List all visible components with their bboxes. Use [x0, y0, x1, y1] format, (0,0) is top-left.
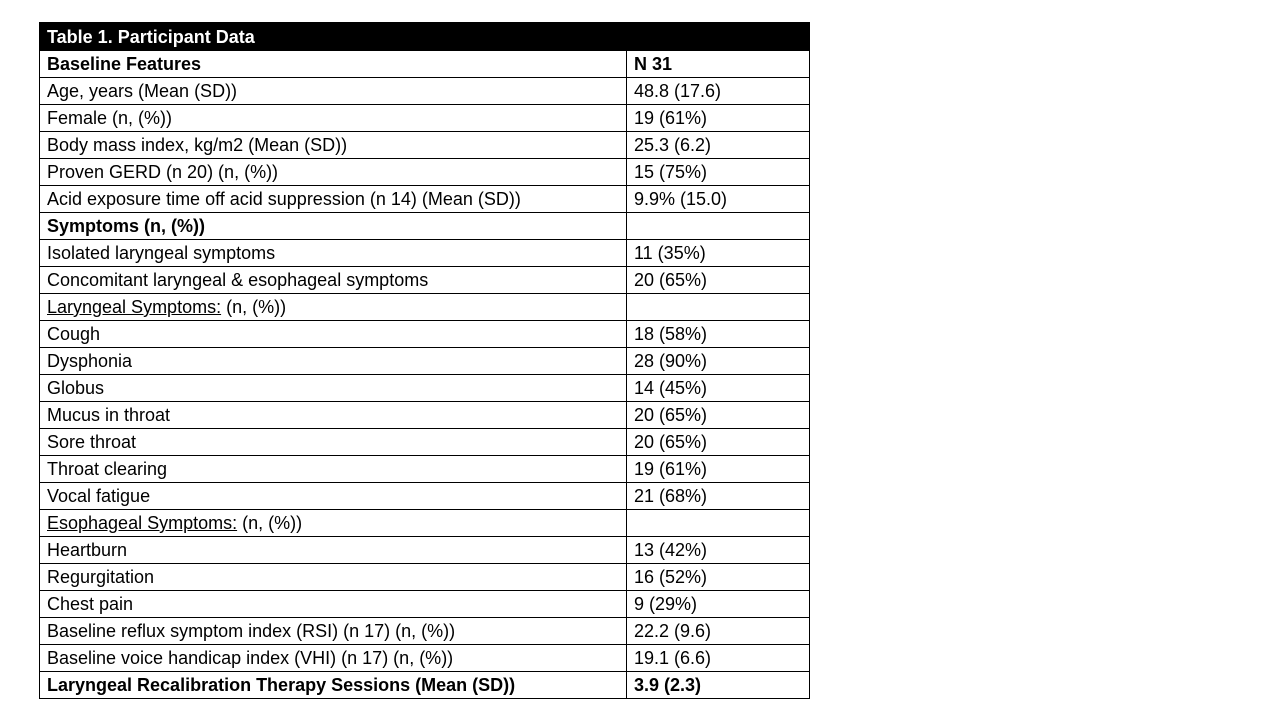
section-heading-suffix: (n, (%)) — [221, 297, 287, 317]
row-value: 9 (29%) — [627, 591, 810, 618]
row-label: Mucus in throat — [40, 402, 627, 429]
row-label: Female (n, (%)) — [40, 105, 627, 132]
table-row — [40, 591, 810, 618]
row-value: 21 (68%) — [627, 483, 810, 510]
row-label: Baseline voice handicap index (VHI) (n 17) (n, (%)) — [40, 645, 627, 672]
section-heading-suffix: (n, (%)) — [237, 513, 303, 533]
section-heading: Esophageal Symptoms: — [47, 513, 238, 533]
row-label: Heartburn — [40, 537, 627, 564]
row-label: Globus — [40, 375, 627, 402]
row-label: Throat clearing — [40, 456, 627, 483]
row-label — [40, 510, 627, 537]
row-value: 3.9 (2.3) — [627, 672, 810, 699]
row-value — [627, 213, 810, 240]
table-body — [40, 23, 810, 699]
table-row — [40, 294, 810, 321]
table-row — [40, 321, 810, 348]
table-row — [40, 132, 810, 159]
row-label — [40, 294, 627, 321]
row-value: 14 (45%) — [627, 375, 810, 402]
table-row — [40, 564, 810, 591]
table-row — [40, 213, 810, 240]
table-row — [40, 78, 810, 105]
table-row — [40, 618, 810, 645]
row-label: Proven GERD (n 20) (n, (%)) — [40, 159, 627, 186]
row-label: Sore throat — [40, 429, 627, 456]
row-value: 19 (61%) — [627, 105, 810, 132]
row-value: 13 (42%) — [627, 537, 810, 564]
row-label: Cough — [40, 321, 627, 348]
row-value: 11 (35%) — [627, 240, 810, 267]
section-heading: Laryngeal Symptoms: — [47, 297, 222, 317]
row-label: Concomitant laryngeal & esophageal symptoms — [40, 267, 627, 294]
row-value: N 31 — [627, 51, 810, 78]
row-label: Baseline reflux symptom index (RSI) (n 17) (n, (%)) — [40, 618, 627, 645]
table-row — [40, 186, 810, 213]
row-value: 19.1 (6.6) — [627, 645, 810, 672]
table-row — [40, 483, 810, 510]
row-value: 18 (58%) — [627, 321, 810, 348]
row-value: 48.8 (17.6) — [627, 78, 810, 105]
table-row — [40, 240, 810, 267]
row-label: Isolated laryngeal symptoms — [40, 240, 627, 267]
row-label: Chest pain — [40, 591, 627, 618]
table-title: Table 1. Participant Data — [40, 23, 810, 51]
row-value: 22.2 (9.6) — [627, 618, 810, 645]
table-row — [40, 672, 810, 699]
row-value: 9.9% (15.0) — [627, 186, 810, 213]
table-row — [40, 159, 810, 186]
row-label: Symptoms (n, (%)) — [40, 213, 627, 240]
table-row — [40, 348, 810, 375]
row-label: Regurgitation — [40, 564, 627, 591]
table-row — [40, 429, 810, 456]
row-value — [627, 510, 810, 537]
row-value: 19 (61%) — [627, 456, 810, 483]
table-title-row — [40, 23, 810, 51]
row-label: Acid exposure time off acid suppression (n 14) (Mean (SD)) — [40, 186, 627, 213]
row-label: Laryngeal Recalibration Therapy Sessions (Mean (SD)) — [40, 672, 627, 699]
table-row — [40, 537, 810, 564]
table-row — [40, 645, 810, 672]
row-label: Dysphonia — [40, 348, 627, 375]
table-row — [40, 267, 810, 294]
table-row — [40, 105, 810, 132]
row-value: 28 (90%) — [627, 348, 810, 375]
row-label: Body mass index, kg/m2 (Mean (SD)) — [40, 132, 627, 159]
row-value: 20 (65%) — [627, 402, 810, 429]
table-row — [40, 402, 810, 429]
row-value: 15 (75%) — [627, 159, 810, 186]
row-value: 20 (65%) — [627, 267, 810, 294]
table-row — [40, 375, 810, 402]
table-row — [40, 51, 810, 78]
row-label: Age, years (Mean (SD)) — [40, 78, 627, 105]
row-value: 25.3 (6.2) — [627, 132, 810, 159]
row-value — [627, 294, 810, 321]
table-row — [40, 510, 810, 537]
participant-data-table — [39, 22, 810, 699]
row-value: 16 (52%) — [627, 564, 810, 591]
row-label: Baseline Features — [40, 51, 627, 78]
table-row — [40, 456, 810, 483]
row-label: Vocal fatigue — [40, 483, 627, 510]
row-value: 20 (65%) — [627, 429, 810, 456]
